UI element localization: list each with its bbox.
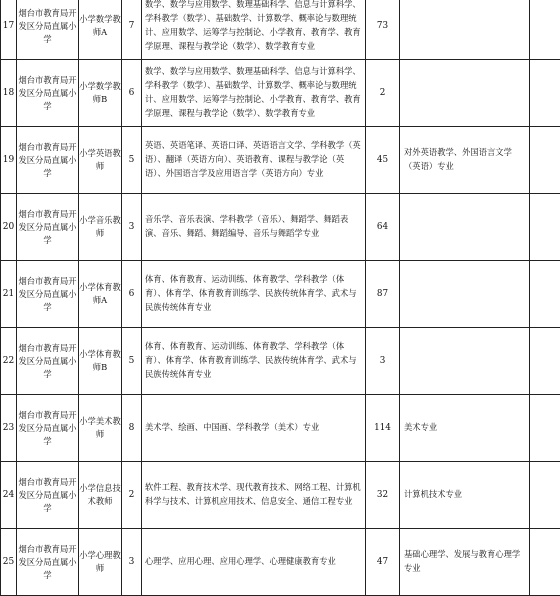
blank-cell — [530, 0, 560, 60]
row-number: 17 — [1, 0, 17, 60]
other-majors-cell: 对外英语教学、外国语言文学（英语）专业 — [400, 127, 530, 194]
row-number: 19 — [1, 127, 17, 194]
department-cell: 烟台市教育局开发区分局直属小学 — [17, 60, 79, 127]
table-row — [1, 261, 560, 328]
row-number: 22 — [1, 328, 17, 395]
department-cell: 烟台市教育局开发区分局直属小学 — [17, 462, 79, 529]
major-requirement-cell: 体育、体育教育、运动训练、体育教学、学科教学（体育）、体育学、体育教育训练学、民族传统体育学、武术与民族传统体育专业 — [142, 328, 366, 395]
department-cell: 烟台市教育局开发区分局直属小学 — [17, 261, 79, 328]
major-requirement-cell: 美术学、绘画、中国画、学科教学（美术）专业 — [142, 395, 366, 462]
hiring-count-cell: 5 — [122, 127, 142, 194]
table-row — [1, 194, 560, 261]
applicant-count-cell: 64 — [366, 194, 400, 261]
hiring-count-cell: 3 — [122, 529, 142, 596]
other-majors-cell: 计算机技术专业 — [400, 462, 530, 529]
other-majors-cell — [400, 0, 530, 60]
table-row — [1, 328, 560, 395]
table-body — [1, 0, 560, 596]
applicant-count-cell: 3 — [366, 328, 400, 395]
blank-cell — [530, 395, 560, 462]
hiring-count-cell: 3 — [122, 194, 142, 261]
department-cell: 烟台市教育局开发区分局直属小学 — [17, 395, 79, 462]
applicant-count-cell: 32 — [366, 462, 400, 529]
other-majors-cell — [400, 328, 530, 395]
table-row — [1, 60, 560, 127]
hiring-count-cell: 2 — [122, 462, 142, 529]
applicant-count-cell: 2 — [366, 60, 400, 127]
table-row — [1, 462, 560, 529]
other-majors-cell — [400, 261, 530, 328]
applicant-count-cell: 45 — [366, 127, 400, 194]
major-requirement-cell: 音乐学、音乐表演、学科教学（音乐）、舞蹈学、舞蹈表演、音乐、舞蹈、舞蹈编导、音乐与舞蹈学专业 — [142, 194, 366, 261]
other-majors-cell — [400, 60, 530, 127]
table-row — [1, 395, 560, 462]
department-cell: 烟台市教育局开发区分局直属小学 — [17, 0, 79, 60]
other-majors-cell: 基础心理学、发展与教育心理学专业 — [400, 529, 530, 596]
position-cell: 小学英语教师 — [79, 127, 122, 194]
row-number: 18 — [1, 60, 17, 127]
major-requirement-cell: 英语、英语笔译、英语口译、英语语言文学、学科教学（英语）、翻译（英语方向）、英语教育、课程与教学论（英语）、外国语言学及应用语言学（英语方向）专业 — [142, 127, 366, 194]
position-cell: 小学数学教师B — [79, 60, 122, 127]
hiring-count-cell: 6 — [122, 60, 142, 127]
row-number: 23 — [1, 395, 17, 462]
applicant-count-cell: 73 — [366, 0, 400, 60]
position-cell: 小学数学教师A — [79, 0, 122, 60]
blank-cell — [530, 194, 560, 261]
position-cell: 小学体育教师A — [79, 261, 122, 328]
department-cell: 烟台市教育局开发区分局直属小学 — [17, 328, 79, 395]
applicant-count-cell: 114 — [366, 395, 400, 462]
position-cell: 小学美术教师 — [79, 395, 122, 462]
department-cell: 烟台市教育局开发区分局直属小学 — [17, 529, 79, 596]
hiring-count-cell: 8 — [122, 395, 142, 462]
position-cell: 小学体育教师B — [79, 328, 122, 395]
row-number: 20 — [1, 194, 17, 261]
applicant-count-cell: 87 — [366, 261, 400, 328]
department-cell: 烟台市教育局开发区分局直属小学 — [17, 127, 79, 194]
major-requirement-cell: 体育、体育教育、运动训练、体育教学、学科教学（体育）、体育学、体育教育训练学、民族传统体育学、武术与民族传统体育专业 — [142, 261, 366, 328]
table-row — [1, 529, 560, 596]
other-majors-cell — [400, 194, 530, 261]
table-row — [1, 0, 560, 60]
blank-cell — [530, 328, 560, 395]
blank-cell — [530, 462, 560, 529]
blank-cell — [530, 60, 560, 127]
major-requirement-cell: 数学、数学与应用数学、数理基础科学、信息与计算科学、学科教学（数学）、基础数学、计算数学、概率论与数理统计、应用数学、运筹学与控制论、小学教育、教育学、教育学原理、课程与教学论（数学）、数学教育专业 — [142, 60, 366, 127]
row-number: 25 — [1, 529, 17, 596]
blank-cell — [530, 261, 560, 328]
row-number: 24 — [1, 462, 17, 529]
hiring-count-cell: 5 — [122, 328, 142, 395]
position-cell: 小学心理教师 — [79, 529, 122, 596]
major-requirement-cell: 软件工程、教育技术学、现代教育技术、网络工程、计算机科学与技术、计算机应用技术、信息安全、通信工程专业 — [142, 462, 366, 529]
blank-cell — [530, 127, 560, 194]
position-cell: 小学信息技术教师 — [79, 462, 122, 529]
hiring-count-cell: 6 — [122, 261, 142, 328]
major-requirement-cell: 心理学、应用心理、应用心理学、心理健康教育专业 — [142, 529, 366, 596]
table-row — [1, 127, 560, 194]
other-majors-cell: 美术专业 — [400, 395, 530, 462]
applicant-count-cell: 47 — [366, 529, 400, 596]
department-cell: 烟台市教育局开发区分局直属小学 — [17, 194, 79, 261]
row-number: 21 — [1, 261, 17, 328]
blank-cell — [530, 529, 560, 596]
position-cell: 小学音乐教师 — [79, 194, 122, 261]
hiring-count-cell: 7 — [122, 0, 142, 60]
major-requirement-cell: 数学、数学与应用数学、数理基础科学、信息与计算科学、学科教学（数学）、基础数学、计算数学、概率论与数理统计、应用数学、运筹学与控制论、小学教育、教育学、教育学原理、课程与教学论（数学）、数学教育专业 — [142, 0, 366, 60]
